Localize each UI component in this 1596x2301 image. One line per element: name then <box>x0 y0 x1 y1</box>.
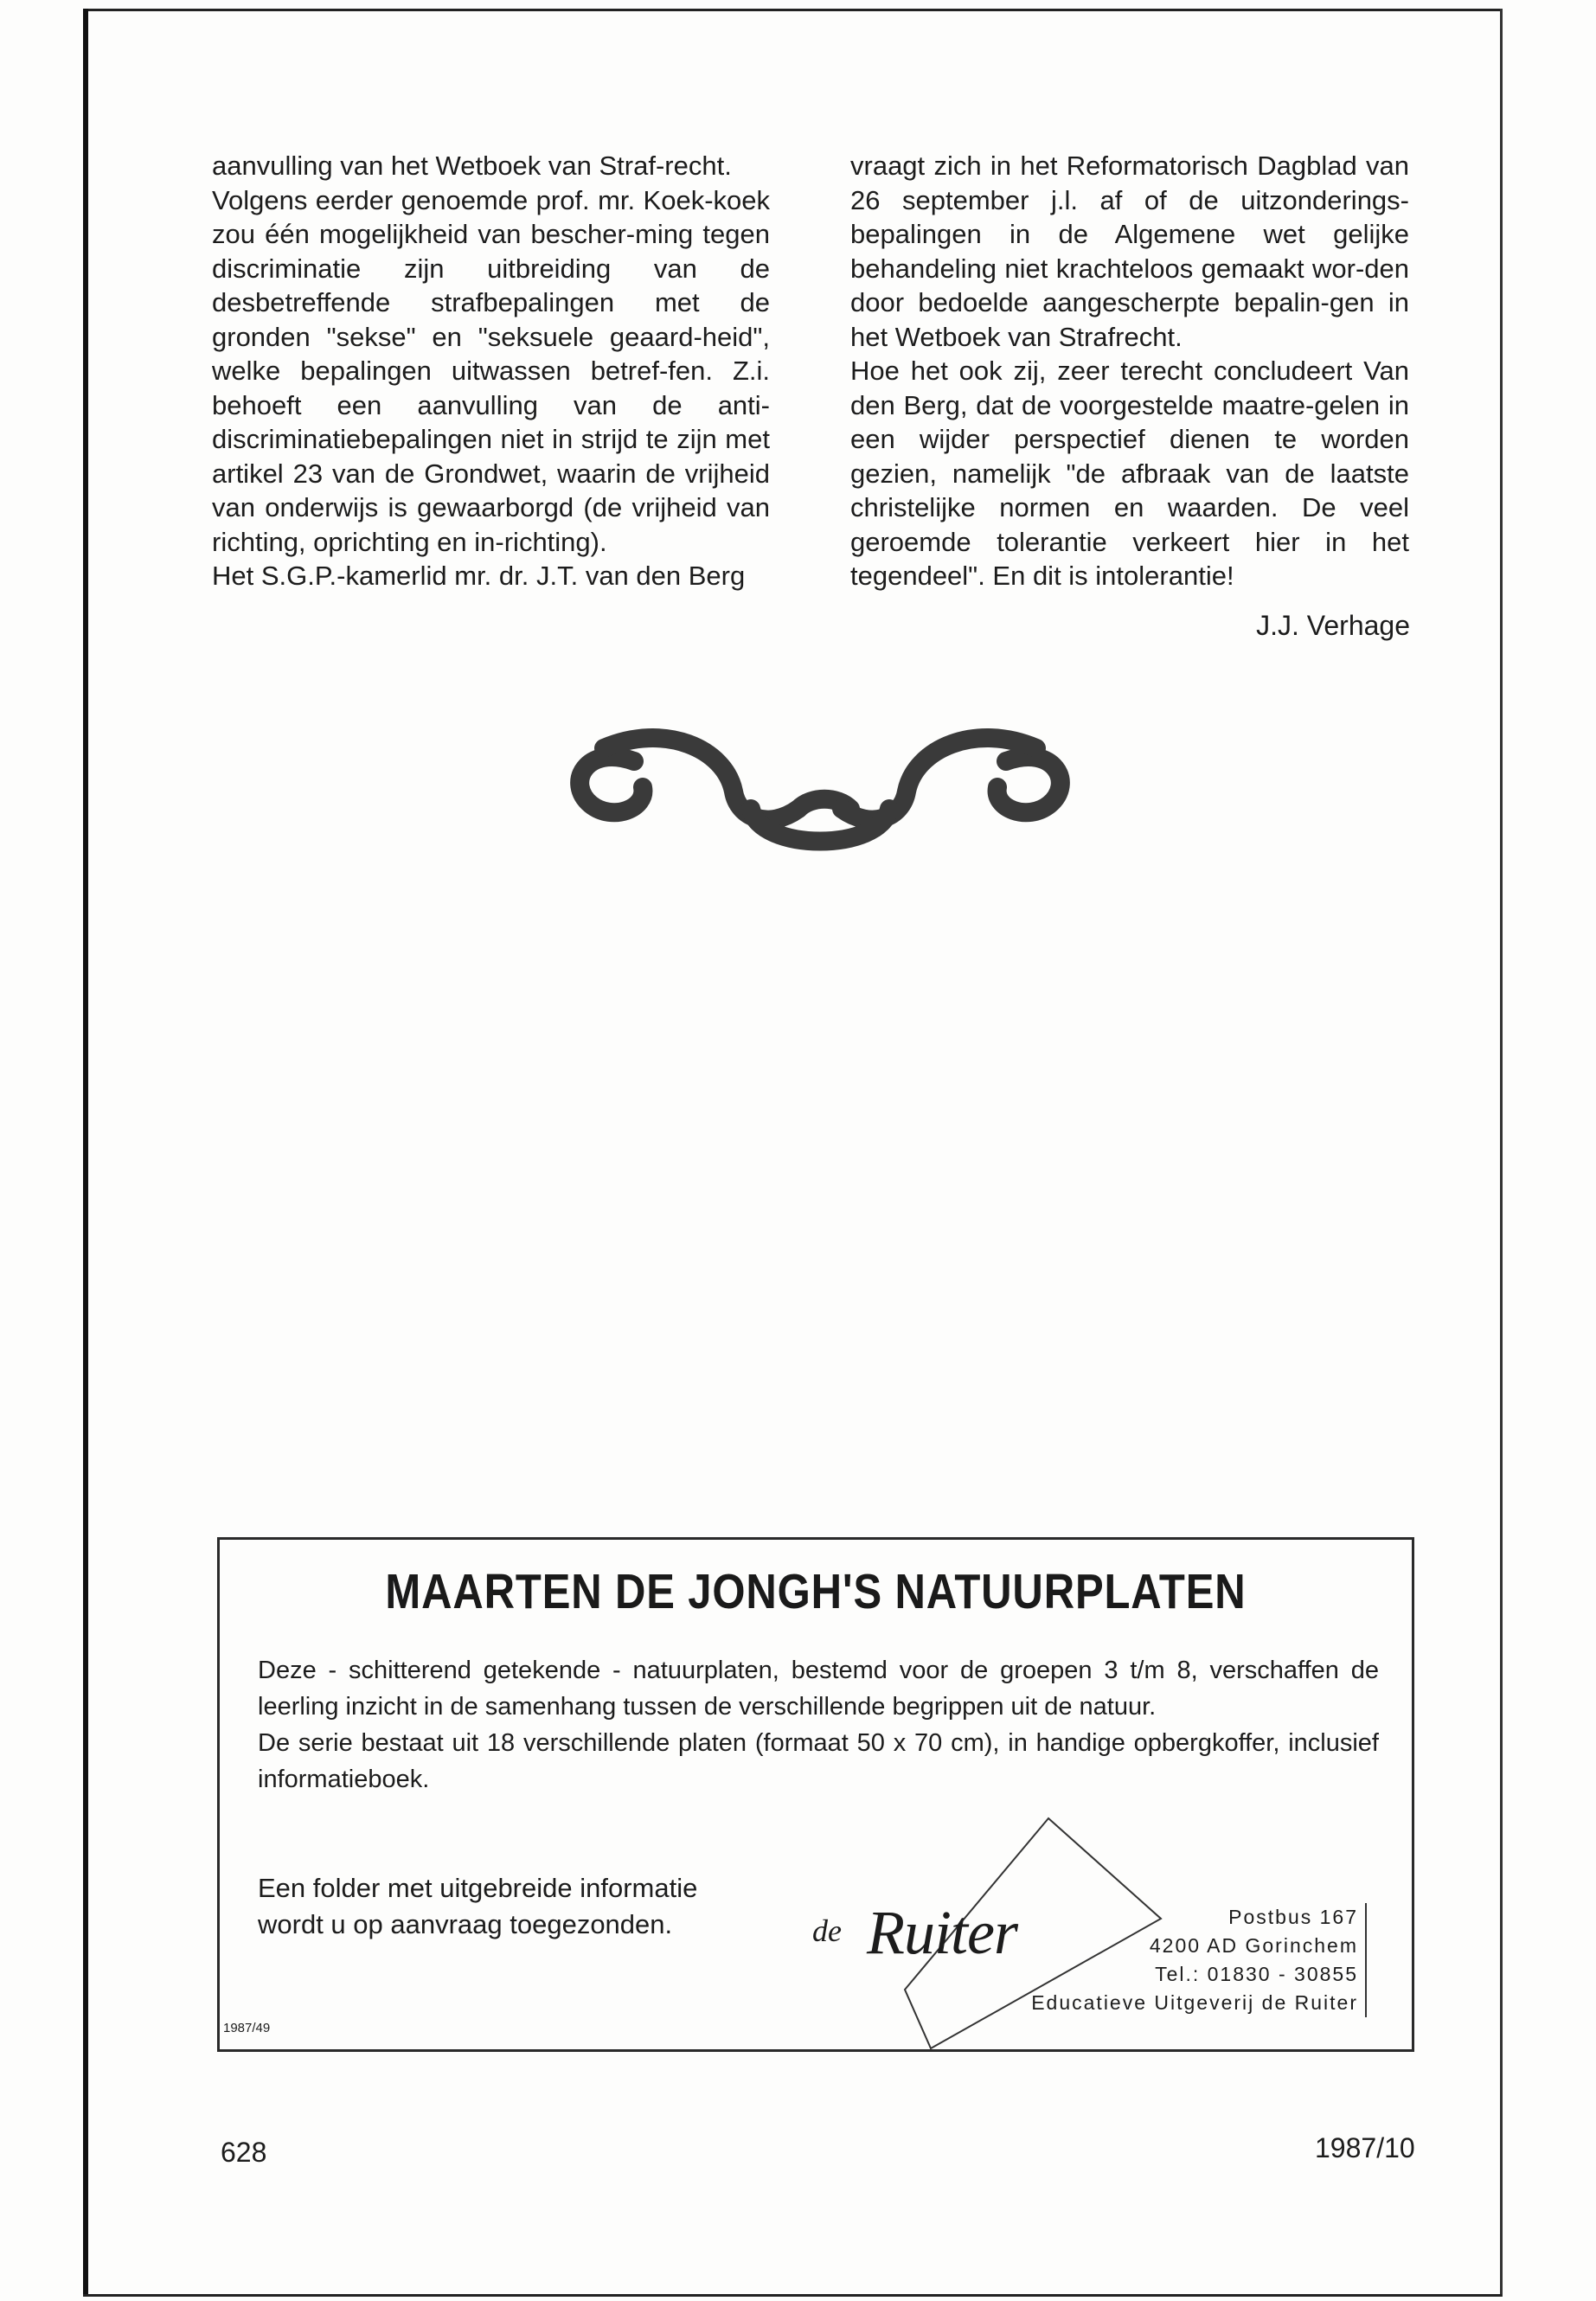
ad-folder-text: Een folder met uitgebreide informatie wordt u op aanvraag toegezonden. <box>258 1873 698 1939</box>
ad-description <box>258 1652 1379 1798</box>
issue-number: 1987/10 <box>1315 2132 1415 2163</box>
page-border-left <box>83 9 88 2297</box>
ad-paragraph: Deze - schitterend getekende - natuurplaten, bestemd voor de groepen 3 t/m 8, verschaffen de leerling inzicht in de samenhang tussen de verschillende begrippen uit de natuur. <box>258 1657 1379 1721</box>
page-number: 628 <box>221 2137 267 2168</box>
logo-prefix: de <box>812 1913 842 1948</box>
address-line: Tel.: 01830 - 30855 <box>1155 1963 1358 1985</box>
article-paragraph: Het S.G.P.-kamerlid mr. dr. J.T. van den Berg <box>212 561 746 591</box>
address-line: Educatieve Uitgeverij de Ruiter <box>1031 1991 1358 2014</box>
ad-title: MAARTEN DE JONGH'S NATUURPLATEN <box>385 1564 1247 1619</box>
page-border-top <box>83 9 1502 11</box>
ad-paragraph: De serie bestaat uit 18 verschillende platen (formaat 50 x 70 cm), in handige opbergkoffer, inclusief informatieboek. <box>258 1729 1379 1793</box>
advertisement-box <box>217 1537 1414 2052</box>
article-left-column <box>212 149 770 593</box>
ad-code: 1987/49 <box>223 2021 271 2035</box>
article-paragraph: aanvulling van het Wetboek van Straf-recht. <box>212 151 732 181</box>
decorative-ornament <box>552 714 1088 852</box>
article-signature: J.J. Verhage <box>1256 610 1410 641</box>
article-paragraph: Hoe het ook zij, zeer terecht concludeert Van den Berg, dat de voorgestelde maatre-gelen in een wijder perspectief dienen te worden gezien, namelijk "de afbraak van de laatste christelijke normen en waarden. De veel geroemde tolerantie verkeert hier in het tegendeel". En dit is intolerantie! <box>850 356 1409 591</box>
logo-name: Ruiter <box>867 1898 1017 1967</box>
article-right-column <box>850 149 1409 593</box>
page-border-bottom <box>83 2294 1502 2297</box>
article-paragraph: vraagt zich in het Reformatorisch Dagblad van 26 september j.l. af of de uitzonderings-bepalingen in de Algemene wet gelijke behandeling niet krachteloos gemaakt wor-den door bedoelde aangescherpte bepalin-gen in het Wetboek van Strafrecht. <box>850 151 1409 352</box>
address-line: 4200 AD Gorinchem <box>1149 1934 1358 1957</box>
article-paragraph: Volgens eerder genoemde prof. mr. Koek-koek zou één mogelijkheid van bescher-ming tegen discriminatie zijn uitbreiding van de desbetreffende strafbepalingen met de gronden "sekse" en "seksuele geaard-heid", welke bepalingen uitwassen betref-fen. Z.i. behoeft een aanvulling van de anti-discriminatiebepalingen niet in strijd te zijn met artikel 23 van de Grondwet, waarin de vrijheid van onderwijs is gewaarborgd (de vrijheid van richting, oprichting en in-richting). <box>212 184 770 557</box>
publisher-address <box>1031 1903 1367 2017</box>
page-border-right <box>1500 9 1503 2297</box>
address-line: Postbus 167 <box>1228 1906 1358 1928</box>
